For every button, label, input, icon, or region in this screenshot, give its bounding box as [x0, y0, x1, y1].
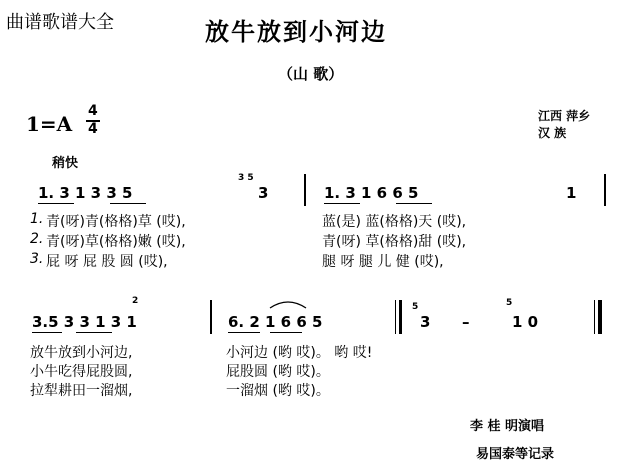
system2-lyric-2-left: 小牛吃得屁股圆,: [30, 364, 133, 380]
system2-grace-b2: 5: [506, 298, 513, 308]
beam: [396, 203, 432, 204]
system2-repeat-barline-thin: [395, 300, 396, 334]
system2-grace-a: 2: [132, 296, 139, 306]
system2-repeat-barline-thick: [399, 300, 402, 334]
time-signature-bottom: 4: [88, 121, 98, 137]
origin-ethnicity: 汉 族: [538, 126, 567, 140]
system2-lyric-1-right: 小河边 (哟 哎)。 哟 哎!: [226, 345, 373, 361]
system2-lyric-3-right: 一溜烟 (哟 哎)。: [226, 383, 330, 399]
system2-notes-b-end2: 1 0: [512, 313, 539, 331]
beam: [110, 203, 146, 204]
system2-final-barline-thick: [598, 300, 602, 334]
system1-notes-a-end: 3: [258, 184, 269, 202]
genre-label: （山 歌）: [278, 65, 344, 83]
system1-notes-b: 1. 3 1 6 6 5: [324, 184, 419, 202]
beam: [324, 203, 360, 204]
system1-grace-a: 3 5: [238, 173, 254, 183]
system2-grace-b1: 5: [412, 302, 419, 312]
system1-notes-a: 1. 3 1 3 3 5: [38, 184, 133, 202]
beam: [32, 332, 62, 333]
system1-barline-1: [304, 174, 306, 206]
beam: [228, 332, 260, 333]
watermark: 曲谱歌谱大全: [6, 12, 114, 33]
system2-barline-1: [210, 300, 212, 334]
verse-3-number: 3.: [30, 251, 44, 267]
verse-2-left: 青(呀)草(格格)嫩 (哎),: [46, 234, 186, 250]
time-signature-top: 4: [88, 103, 98, 119]
beam: [270, 332, 302, 333]
credit-recorder: 易国泰等记录: [476, 447, 555, 462]
verse-2-right: 青(呀) 草(格格)甜 (哎),: [322, 234, 467, 250]
verse-3-right: 腿 呀 腿 儿 健 (哎),: [322, 254, 444, 270]
system2-dash: –: [462, 313, 470, 331]
system1-notes-b-end: 1: [566, 184, 577, 202]
origin-region: 江西 萍乡: [538, 109, 591, 123]
key-signature: 1=A: [26, 112, 73, 136]
system1-barline-2: [604, 174, 606, 206]
system2-final-barline-thin: [594, 300, 595, 334]
verse-1-left: 青(呀)青(格格)草 (哎),: [46, 214, 186, 230]
system2-notes-a: 3.5 3 3 1 3 1: [32, 313, 137, 331]
song-title: 放牛放到小河边: [205, 17, 387, 46]
system2-notes-b-end1: 3: [420, 313, 431, 331]
slur: [268, 296, 308, 310]
credit-singer: 李 桂 明演唱: [470, 419, 545, 434]
system2-lyric-2-right: 屁股圆 (哟 哎)。: [226, 364, 330, 380]
verse-1-number: 1.: [30, 211, 44, 227]
system2-lyric-3-left: 拉犁耕田一溜烟,: [30, 383, 133, 399]
verse-1-right: 蓝(是) 蓝(格格)天 (哎),: [322, 214, 467, 230]
verse-2-number: 2.: [30, 231, 44, 247]
system2-notes-b: 6. 2 1 6 6 5: [228, 313, 323, 331]
tempo-marking: 稍快: [52, 156, 79, 171]
beam: [38, 203, 74, 204]
system2-lyric-1-left: 放牛放到小河边,: [30, 345, 133, 361]
verse-3-left: 屁 呀 屁 股 圆 (哎),: [46, 254, 168, 270]
beam: [76, 332, 112, 333]
